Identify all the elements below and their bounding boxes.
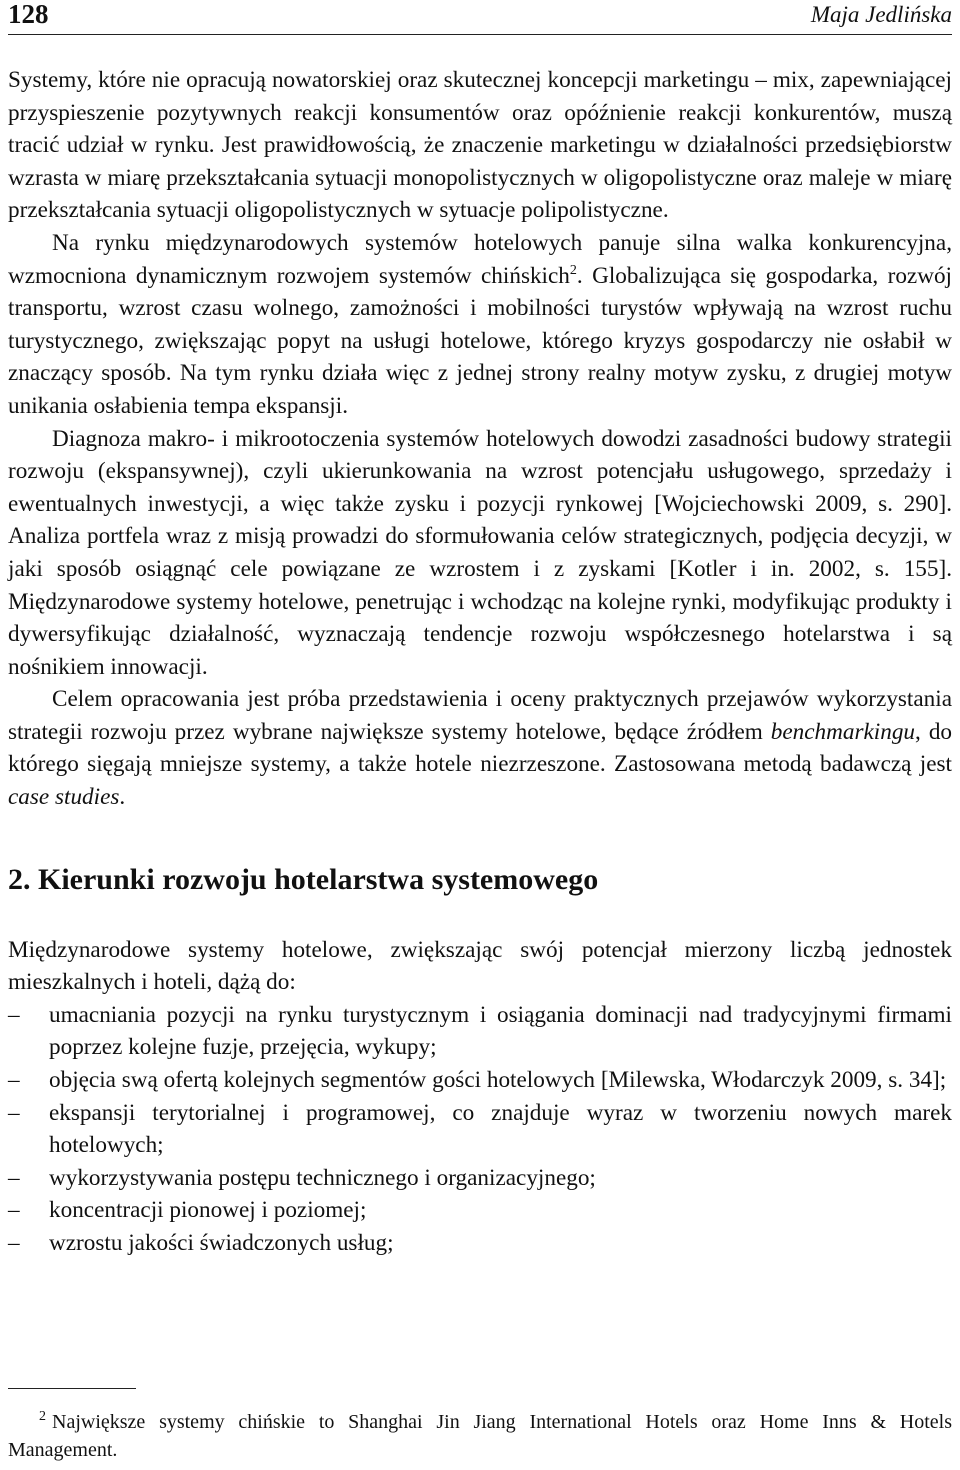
footnote: 2 Największe systemy chińskie to Shanghai Jin Jiang International Hotels oraz Home Inns & Hotels Management. — [8, 1409, 952, 1461]
footnote-separator — [8, 1388, 136, 1389]
paragraph-4: Celem opracowania jest próba przedstawienia i oceny praktycznych przejawów wykorzystania strategii rozwoju przez wybrane największe systemy hotelowe, będące źródłem benchmarkingu, do którego sięgają mniejsze systemy, a także hotele niezrzeszone. Zastosowana metodą badawczą jest case studies. — [8, 686, 953, 811]
page-number: 128 — [8, 0, 49, 29]
italic-term-case-studies: case studies — [8, 784, 120, 811]
list-item: – wzrostu jakości świadczonych usług; — [8, 1227, 952, 1260]
list-item: – wykorzystywania postępu technicznego i organizacyjnego; — [8, 1162, 952, 1195]
paragraph-2: Na rynku międzynarodowych systemów hotelowych panuje silna walka konkurencyjna, wzmocniona dynamicznym rozwojem systemów chińskich$^2$. Globalizująca się gospodarka, rozwój transportu, wzrost czasu wolnego, zamożności i mobilności turystów wpływają na wzrost ruchu turystycznego, zwiększając popyt na usługi hotelowe, którego kryzys gospodarczy nie osłabił w znaczący sposób. Na tym rynku działa więc z jednej strony realny motyw zysku, z drugiej motyw unikania osłabienia tempa ekspansji. — [8, 229, 952, 419]
page-header — [8, 0, 952, 35]
body-text — [8, 64, 952, 1260]
list-item: – ekspansji terytorialnej i programowej, co znajduje wyraz w tworzeniu nowych marek hotelowych; — [8, 1097, 952, 1162]
footnote-reference[interactable]: 2 — [569, 262, 577, 278]
running-head-author: Maja Jedlińska — [810, 2, 952, 27]
paragraph-1: Systemy, które nie opracują nowatorskiej oraz skutecznej koncepcji marketingu – mix, zapewniającej przyspieszenie pozytywnych reakcji konsumentów oraz opóźnienie reakcji konkurentów, muszą tracić udział w rynku. Jest prawidłowością, że znaczenie marketingu w działalności przedsiębiorstw wzrasta w miarę przekształcania sytuacji monopolistycznych w oligopolistyczne oraz maleje w miarę przekształcania sytuacji oligopolistycznych w sytuacje polipolistyczne. — [8, 67, 952, 224]
list-item: – koncentracji pionowej i poziomej; — [8, 1194, 952, 1227]
list-item: – umacniania pozycji na rynku turystycznym i osiągania dominacji nad tradycyjnymi firmami poprzez kolejne fuzje, przejęcia, wykupy; — [8, 999, 952, 1064]
section-intro-paragraph: Międzynarodowe systemy hotelowe, zwiększając swój potencjał mierzony liczbą jednostek mieszkalnych i hoteli, dążą do: — [8, 936, 952, 996]
paragraph-3: Diagnoza makro- i mikrootoczenia systemów hotelowych dowodzi zasadności budowy strategii rozwoju (ekspansywnej), czyli ukierunkowania na wzrost potencjału usługowego, sprzedaży i ewentualnych inwestycji, a więc także zysku i pozycji rynkowej [Wojciechowski 2009, s. 290]. Analiza portfela wraz z misją prowadzi do sformułowania celów strategicznych, podjęcia decyzji, w jaki sposób osiągnąć cele powiązane ze wzrostem i z zyskami [Kotler i in. 2002, s. 155]. Międzynarodowe systemy hotelowe, penetrując i wchodząc na kolejne rynki, modyfikując produkty i dywersyfikując działalność, wyznaczają tendencje rozwoju współczesnego hotelarstwa i są nośnikiem innowacji. — [8, 425, 952, 680]
italic-term-benchmarking: benchmarkingu — [770, 718, 916, 745]
dash-bullet: – — [8, 1197, 20, 1224]
goals-list — [8, 999, 952, 1260]
list-item: – objęcia swą ofertą kolejnych segmentów gości hotelowych [Milewska, Włodarczyk 2009, s. 34]; — [8, 1064, 952, 1097]
dash-bullet: – — [8, 1099, 20, 1126]
dash-bullet: – — [8, 1001, 20, 1028]
dash-bullet: – — [8, 1230, 20, 1256]
dash-bullet: – — [8, 1067, 20, 1094]
dash-bullet: – — [8, 1164, 20, 1191]
section-heading: 2. Kierunki rozwoju hotelarstwa systemowego — [8, 862, 599, 896]
footnote-text: Największe systemy chińskie to Shanghai Jin Jiang International Hotels oraz Home Inns & Hotels Management. — [8, 1411, 952, 1461]
